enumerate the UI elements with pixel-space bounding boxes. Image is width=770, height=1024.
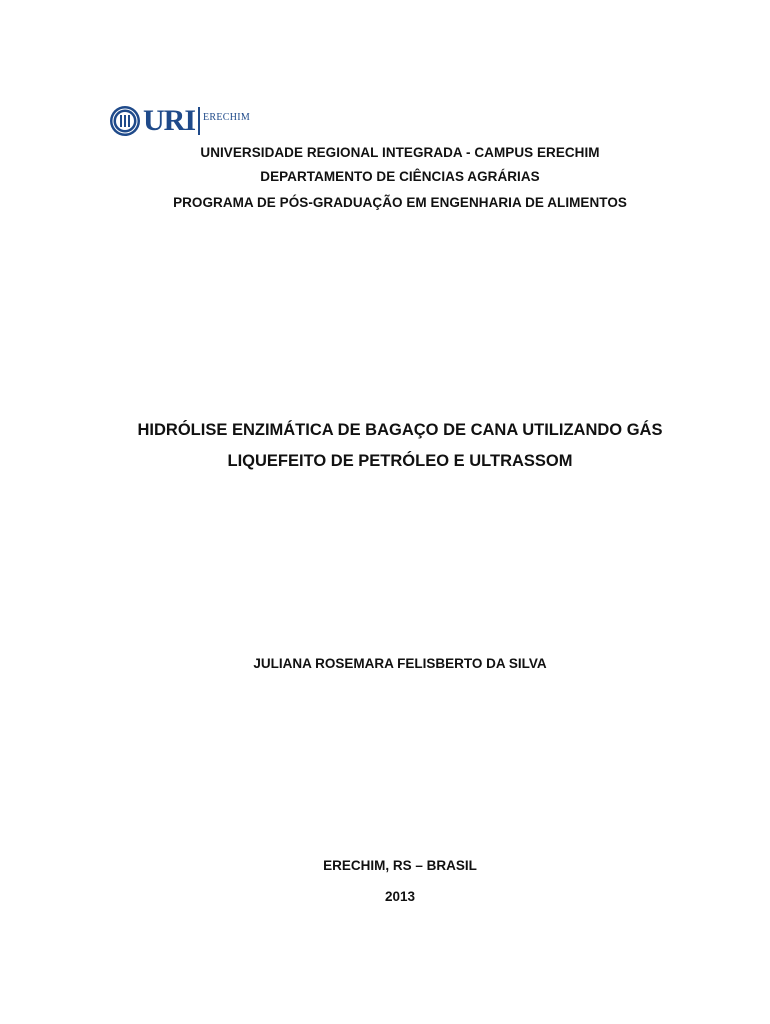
program-name: PROGRAMA DE PÓS-GRADUAÇÃO EM ENGENHARIA DE ALIMENTOS: [173, 195, 627, 210]
thesis-title-line-1: HIDRÓLISE ENZIMÁTICA DE BAGAÇO DE CANA UTILIZANDO GÁS: [137, 421, 663, 439]
thesis-title-line-2: LIQUEFEITO DE PETRÓLEO E ULTRASSOM: [227, 452, 573, 470]
uri-logo: [109, 104, 265, 138]
university-seal-icon: [109, 105, 141, 137]
university-name: UNIVERSIDADE REGIONAL INTEGRADA - CAMPUS ERECHIM: [200, 145, 600, 160]
year: 2013: [384, 889, 416, 904]
department-name: DEPARTAMENTO DE CIÊNCIAS AGRÁRIAS: [260, 169, 540, 184]
logo-wordmark: URI: [143, 104, 196, 137]
logo-campus: ERECHIM: [203, 111, 251, 123]
author-name: JULIANA ROSEMARA FELISBERTO DA SILVA: [253, 656, 547, 671]
logo-divider: [198, 107, 200, 135]
location: ERECHIM, RS – BRASIL: [323, 858, 477, 873]
